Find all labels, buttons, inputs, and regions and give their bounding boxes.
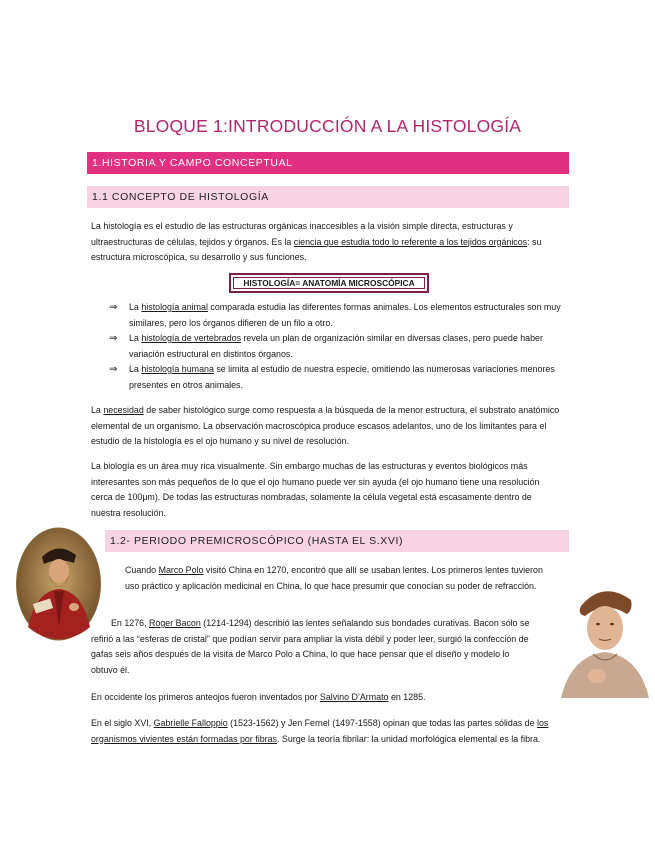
intro-paragraph: [91, 219, 563, 266]
paragraph-text: La: [91, 405, 104, 415]
double-arrow-icon: ⇒: [109, 364, 118, 375]
bullet-text: La: [129, 333, 142, 343]
paragraph-text: visitó China en 1270, encontró que allí se usaban lentes. Los primeros lentes tuvieron uso práctico y aplicación medicinal en China, lo que hace presumir que conocían su poder de refracción.: [125, 565, 543, 591]
intro-text-1: La histología es el estudio de las estructuras orgánicas inaccesibles a la visión simple directa, estructuras y ultraestructuras de células, tejidos y órganos. Es la: [91, 221, 513, 247]
subsection-heading-concepto: 1.1 CONCEPTO DE HISTOLOGÍA: [87, 186, 569, 208]
bullet-list: [109, 300, 561, 393]
falloppio-name: Gabrielle Falloppio: [153, 718, 228, 728]
intro-text-2: : su estructura microscópica, su desarrollo y sus funciones.: [91, 236, 542, 262]
bullet-item-animal: [109, 300, 561, 331]
marco-polo-paragraph: [125, 563, 545, 594]
paragraph-text: En 1276,: [111, 618, 149, 628]
paragraph-text: (1523-1562) y Jen Fernel (1497-1558) opinan que todas las partes sólidas de: [227, 718, 537, 728]
bullet-text: revela un plan de organización similar en diversas clases, pero puede haber variación estructural en distintos órganos.: [129, 333, 543, 359]
definition-box: HISTOLOGÍA= ANATOMÍA MICROSCÓPICA: [229, 273, 429, 293]
bullet-text: se limita al estudio de nuestra especie, omitiendo las numerosas variaciones menores presentes en otros animales.: [129, 364, 555, 390]
armato-paragraph: [91, 690, 563, 706]
bullet-text: comparada estudia las diferentes formas animales. Los elementos estructurales son muy similares, pero los órganos difieren de un filo a otro.: [129, 302, 561, 328]
marco-polo-portrait: [16, 527, 101, 641]
bullet-term: histología animal: [141, 302, 208, 312]
bullet-term: histología humana: [141, 364, 214, 374]
biologia-paragraph: La biología es un área muy rica visualmente. Sin embargo muchas de las estructuras y eventos biológicos más interesantes son más pequeños de lo que el ojo humano puede ver sin ayuda (el ojo humano tiene una resolución cerca de 100μm). De todas las estructuras nombradas, solamente la célula vegetal está escasamente dentro de nuestra resolución.: [91, 461, 540, 518]
roger-bacon-portrait: [553, 576, 655, 698]
bullet-term: histología de vertebrados: [141, 333, 242, 343]
double-arrow-icon: ⇒: [109, 333, 118, 344]
paragraph-text: de saber histológico surge como respuesta a la búsqueda de la menor estructura, el substrato anatómico elemental de un organismo. La observación macroscópica produce escasos adelantos, uno de los limitantes para el estudio de la histología es el ojo humano y su nivel de resolución.: [91, 405, 560, 446]
double-arrow-icon: ⇒: [109, 302, 118, 313]
necesidad-paragraph: [91, 403, 563, 450]
bullet-item-vertebrados: [109, 331, 561, 362]
section-heading-historia: 1.HISTORIA Y CAMPO CONCEPTUAL: [87, 152, 569, 174]
bullet-text: La: [129, 364, 142, 374]
paragraph-text: en 1285.: [388, 692, 426, 702]
falloppio-paragraph: [91, 716, 563, 747]
salvino-armato-name: Salvino D’Armato: [319, 692, 389, 702]
paragraph-text: En el siglo XVI,: [91, 718, 154, 728]
fibras-term: los organismos vivientes están formadas por fibras: [91, 718, 549, 744]
paragraph-text: Cuando: [125, 565, 159, 575]
intro-link-tejidos: ciencia que estudia todo lo referente a los tejidos orgánicos: [293, 236, 528, 247]
subsection-heading-premicroscopico: 1.2- PERIODO PREMICROSCÓPICO (HASTA EL S.XVI): [105, 530, 569, 552]
bullet-text: La: [129, 302, 142, 312]
paragraph-text: (1214-1294) describió las lentes señalando sus bondades curativas. Bacon sólo se refirió a las “esferas de cristal” que podían servir para ampliar la vista débil y poder leer, surgió la confección de gafas seis años después de la visita de Marco Polo a China, lo que hace pensar que el diseño y modelo lo obtuvo él.: [91, 618, 530, 675]
bullet-item-humana: [109, 362, 561, 393]
paragraph-text: En occidente los primeros anteojos fueron inventados por: [91, 692, 320, 702]
necesidad-term: necesidad: [103, 405, 144, 415]
roger-bacon-paragraph: [91, 616, 535, 678]
marco-polo-name: Marco Polo: [158, 565, 204, 575]
paragraph-text: . Surge la teoría fibrilar: la unidad morfológica elemental es la fibra.: [276, 733, 541, 744]
roger-bacon-name: Roger Bacon: [149, 618, 201, 628]
page-title: BLOQUE 1:INTRODUCCIÓN A LA HISTOLOGÍA: [133, 116, 522, 136]
